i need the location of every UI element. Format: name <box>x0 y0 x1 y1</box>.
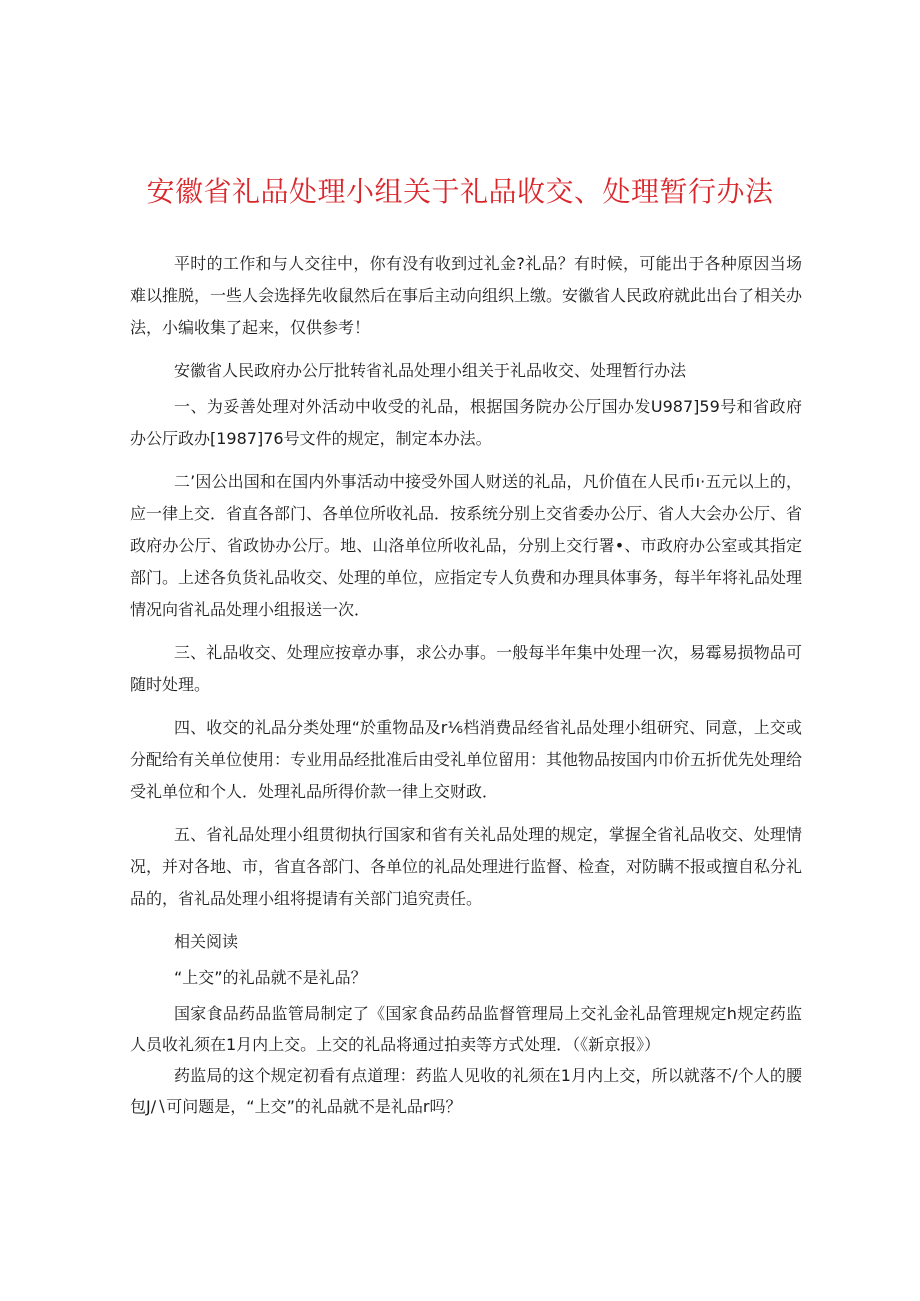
related-article-paragraph-2: 药监局的这个规定初看有点道理：药监人见收的礼须在1月内上交，所以就落不/个人的腰包J∕∖可问题是，“上交”的礼品就不是礼品r吗？ <box>130 1066 802 1116</box>
article-5-paragraph: 五、省礼品处理小组贯彻执行国家和省有关礼品处理的规定，掌握全省礼品收交、处理情况，并对各地、市，省直各部门、各单位的礼品处理进行监督、检查，对防瞒不报或擅自私分礼品的，省礼品处理小组将提请有关部门追究责任。 <box>130 825 803 908</box>
related-reading-heading: 相关阅读 <box>174 932 239 951</box>
article-3-paragraph: 三、礼品收交、处理应按章办事，求公办事。一般每半年集中处理一次，易霉易损物品可随时处理。 <box>130 643 802 694</box>
intro-paragraph: 平时的工作和与人交往中，你有没有收到过礼金?礼品？有时候，可能出于各种原因当场难以推脱，一些人会选择先收鼠然后在事后主动向组织上缴。安徽省人民政府就此出台了相关办法，小编收集了起来，仅供参考！ <box>130 254 803 337</box>
document-title: 安徽省礼品处理小组关于礼品收交、处理暂行办法 <box>146 175 774 208</box>
article-2-paragraph: 二’因公出国和在国内外事活动中接受外国人财送的礼品，凡价值在人民币ı·五元以上的，应一律上交．省直各部门、各单位所收礼品．按系统分别上交省委办公厅、省人大会办公厅、省政府办公厅、省政协办公厅。地、山洛单位所收礼品，分别上交行署•、市政府办公室或其指定部门。上述各负货礼品收交、处理的单位，应指定专人负费和办理具体事务，每半年将礼品处理情况向省礼品处理小组报送一次． <box>130 472 803 619</box>
document-body <box>130 248 802 1122</box>
article-1-paragraph: 一、为妥善处理对外活动中收受的礼品，根据国务院办公厅国办发U987]59号和省政府办公厅政办[1987]76号文件的规定，制定本办法。 <box>130 397 802 448</box>
related-article-title: “上交”的礼品就不是礼品？ <box>174 968 367 987</box>
article-4-paragraph: 四、收交的礼品分类处理“於重物品及r⅙档消费品经省礼品处理小组研究、同意，上交或分配给有关单位使用：专业用品经批准后由受礼单位留用：其他物品按国内巾价五折优先处理给受礼单位和个人．处理礼品所得价款一律上交财政． <box>130 718 803 801</box>
notice-heading: 安徽省人民政府办公厅批转省礼品处理小组关于礼品收交、处理暂行办法 <box>174 361 687 380</box>
related-article-paragraph-1: 国家食品药品监管局制定了《国家食品药品监督管理局上交礼金礼品管理规定h规定药监人员收礼须在1月内上交。上交的礼品将通过拍卖等方式处理．（《新京报》） <box>130 1004 802 1054</box>
